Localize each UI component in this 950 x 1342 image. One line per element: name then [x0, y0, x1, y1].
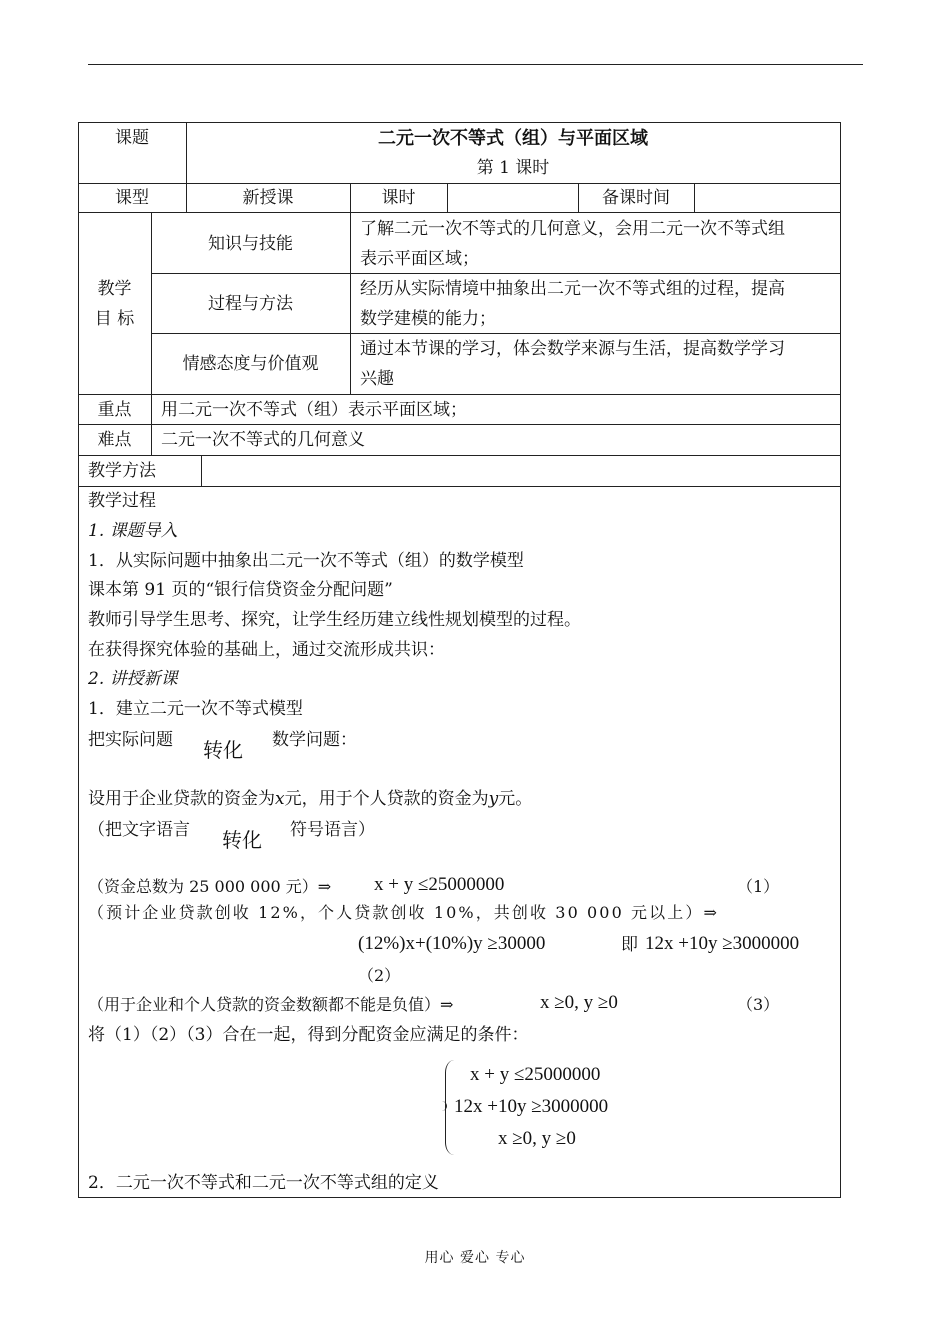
process-heading: 教学过程 [88, 491, 156, 511]
goal-process-line1: 经历从实际情境中抽象出二元一次不等式组的过程，提高 [360, 279, 785, 299]
convert-right: 数学问题： [272, 730, 357, 750]
variable-definition [88, 789, 532, 809]
s1-line1: 1．从实际问题中抽象出二元一次不等式（组）的数学模型 [88, 551, 524, 571]
goal-knowledge-name: 知识与技能 [208, 234, 293, 254]
page-footer: 用心 爱心 专心 [424, 1250, 526, 1266]
goals-label-line2: 目 标 [94, 309, 135, 329]
condition-3-math: x ≥0, y ≥0 [540, 992, 618, 1013]
condition-2-text: （预计企业贷款创收 12%，个人贷款创收 10%，共创收 30 000 元以上）⇒ [88, 903, 719, 922]
convert-left: 把实际问题 [88, 730, 173, 750]
system-line-2: 12x +10y ≥3000000 [454, 1096, 609, 1117]
lesson-period: 第 1 课时 [476, 158, 550, 178]
goal-knowledge-line2: 表示平面区域； [360, 249, 479, 269]
type-label: 课型 [115, 188, 149, 208]
condition-2-prefix: 即 [621, 935, 638, 955]
s1-line4: 在获得探究体验的基础上，通过交流形成共识： [88, 640, 445, 660]
hours-label: 课时 [381, 188, 416, 208]
combine-text: 将（1）（2）（3）合在一起，得到分配资金应满足的条件： [88, 1025, 529, 1045]
goals-label-line1: 教学 [97, 279, 132, 299]
condition-2-math-b: 12x +10y ≥3000000 [645, 933, 800, 954]
s2-line1: 1．建立二元一次不等式模型 [88, 699, 303, 719]
convert-word: 转化 [203, 738, 243, 762]
goal-attitude-name: 情感态度与价值观 [182, 354, 319, 374]
goal-process-name: 过程与方法 [208, 294, 293, 314]
set-text-1: 设用于企业贷款的资金为 [88, 789, 275, 809]
difficulty-value: 二元一次不等式的几何意义 [161, 430, 365, 450]
goal-process-line2: 数学建模的能力； [360, 309, 496, 329]
goal-attitude-line1: 通过本节课的学习，体会数学来源与生活，提高数学学习 [360, 339, 785, 359]
definition-line: 2．二元一次不等式和二元一次不等式组的定义 [88, 1173, 439, 1193]
language-right: 符号语言） [290, 820, 375, 840]
condition-3-text: （用于企业和个人贷款的资金数额都不能是负值）⇒ [88, 995, 454, 1014]
s1-line3: 教师引导学生思考、探究，让学生经历建立线性规划模型的过程。 [88, 610, 581, 630]
condition-2-math-a: (12%)x+(10%)y ≥30000 [358, 933, 546, 954]
set-text-3: 元。 [498, 789, 533, 809]
condition-2-number: （2） [358, 966, 401, 985]
difficulty-label: 难点 [97, 430, 132, 450]
var-y: y [488, 789, 499, 809]
topic-label: 课题 [115, 128, 149, 148]
system-line-1: x + y ≤25000000 [470, 1064, 601, 1085]
system-line-3: x ≥0, y ≥0 [498, 1128, 576, 1149]
header-rule [88, 64, 863, 65]
goal-knowledge-line1: 了解二元一次不等式的几何意义，会用二元一次不等式组 [360, 219, 785, 239]
goal-attitude-line2: 兴趣 [360, 369, 394, 389]
section-1-title: 1. 课题导入 [88, 521, 178, 541]
var-x: x [275, 789, 285, 809]
section-2-title: 2. 讲授新课 [88, 669, 178, 689]
language-left: （把文字语言 [88, 820, 190, 840]
language-word: 转化 [222, 828, 262, 852]
s1-line2: 课本第 91 页的“银行信贷资金分配问题” [88, 580, 393, 600]
condition-1-text: （资金总数为 25 000 000 元）⇒ [88, 877, 332, 896]
condition-1-math: x + y ≤25000000 [374, 874, 505, 895]
lesson-title: 二元一次不等式（组）与平面区域 [378, 128, 648, 149]
condition-3-number: （3） [737, 995, 780, 1014]
method-label: 教学方法 [88, 461, 156, 481]
key-label: 重点 [97, 400, 132, 420]
key-value: 用二元一次不等式（组）表示平面区域； [161, 400, 467, 420]
type-value: 新授课 [242, 188, 294, 208]
set-text-2: 元，用于个人贷款的资金为 [284, 789, 489, 809]
prep-label: 备课时间 [602, 188, 670, 208]
condition-1-number: （1） [737, 877, 780, 896]
